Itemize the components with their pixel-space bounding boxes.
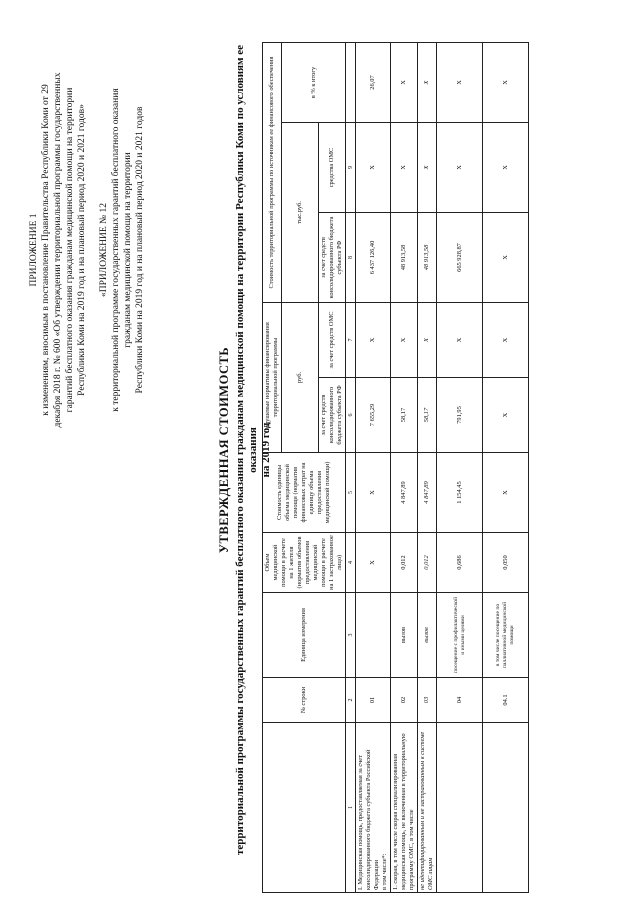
header-line-6: «ПРИЛОЖЕНИЕ № 12 xyxy=(99,203,109,297)
row-unit: вызов xyxy=(418,593,437,678)
row-volume: X xyxy=(356,533,391,593)
row-total-budget: 6 437 126,40 xyxy=(356,212,391,302)
row-number: 02 xyxy=(391,678,418,723)
header-line-3: декабря 2018 г. № 600 «Об утверждении территориальной программы государственных xyxy=(53,72,63,428)
row-name: не идентифицированным и не застрахованным в системе ОМС лицам xyxy=(418,723,437,893)
row-percent: X xyxy=(418,42,437,122)
header-norm-budget: за счет средств консолидированного бюджета субъекта РФ xyxy=(319,378,346,453)
table-row xyxy=(391,42,418,892)
row-name xyxy=(437,723,483,893)
row-number: 04.1 xyxy=(483,678,529,723)
col-number: 8 xyxy=(346,212,356,302)
header-unit-thousand-rub: тыс.руб. xyxy=(282,122,319,302)
header-line-7: к территориальной программе государственных гарантий бесплатного оказания xyxy=(111,88,121,412)
row-total-oms: X xyxy=(437,122,483,212)
appendix-header xyxy=(28,50,146,450)
header-per-capita-norms: Подушевые нормативы финансирования территориальной программы xyxy=(263,302,282,452)
row-total-budget: 665 928,87 xyxy=(437,212,483,302)
row-norm-oms: X xyxy=(391,302,418,377)
row-total-oms: X xyxy=(418,122,437,212)
row-percent: X xyxy=(483,42,529,122)
row-cost: 4 847,89 xyxy=(418,453,437,533)
header-program-cost: Стоимость территориальной программы по источникам ее финансового обеспечения xyxy=(263,42,282,302)
row-name xyxy=(356,723,391,893)
header-total-budget: за счет средств консолидированного бюджета субъекта РФ xyxy=(319,212,346,302)
row-number: 01 xyxy=(356,678,391,723)
row-total-oms: X xyxy=(483,122,529,212)
row-unit: посещение с профилактической и иными целями xyxy=(437,593,483,678)
row-total-budget: X xyxy=(483,212,529,302)
header-blank xyxy=(263,723,346,893)
row-name-sub: в том числе*: xyxy=(381,853,388,890)
cost-table xyxy=(262,42,529,893)
header-line-8: гражданам медицинской помощи на территории xyxy=(123,152,133,348)
row-name-text: I. Медицинская помощь, предоставляемая за счет консолидированного бюджета субъекта Российской Федерации xyxy=(357,749,380,890)
header-volume: Объем медицинской помощи в расчете на 1 жителя (норматив объемов предоставления медицинской помощи в расчете на 1 застрахованное лицо) xyxy=(263,533,346,593)
table-row xyxy=(483,42,529,892)
row-unit: вызов xyxy=(391,593,418,678)
col-number: 6 xyxy=(346,378,356,453)
header-unit: Единица измерения xyxy=(263,593,346,678)
row-norm-budget: 58,17 xyxy=(391,378,418,453)
col-number: 4 xyxy=(346,533,356,593)
title-line-3: на 2019 год xyxy=(260,422,272,478)
table-row xyxy=(437,42,483,892)
col-number: 3 xyxy=(346,593,356,678)
col-number: 1 xyxy=(346,723,356,893)
row-total-oms: X xyxy=(356,122,391,212)
table-row xyxy=(356,42,391,892)
row-cost: 1 154,45 xyxy=(437,453,483,533)
row-norm-oms: X xyxy=(483,302,529,377)
header-row-number: № строки xyxy=(263,678,346,723)
row-name xyxy=(483,723,529,893)
col-number: 7 xyxy=(346,302,356,377)
row-name: 1. скорая, в том числе скорая специализированная медицинская помощь, не включенная в территориальную программу ОМС, в том числе xyxy=(391,723,418,893)
column-number-row xyxy=(346,42,356,892)
row-number: 04 xyxy=(437,678,483,723)
title-line-1: УТВЕРЖДЕННАЯ СТОИМОСТЬ xyxy=(217,346,231,554)
row-unit: в том числе посещение по паллиативной медицинской помощи xyxy=(483,593,529,678)
row-norm-budget: X xyxy=(483,378,529,453)
row-volume: 0,012 xyxy=(391,533,418,593)
row-norm-oms: X xyxy=(437,302,483,377)
row-norm-oms: X xyxy=(418,302,437,377)
table-row xyxy=(418,42,437,892)
row-unit xyxy=(356,593,391,678)
title-line-2: территориальной программы государственных гарантий бесплатного оказания гражданам медицинской помощи на территории Республики Коми по условиям ее оказания xyxy=(234,44,259,856)
row-norm-budget: 7 655,29 xyxy=(356,378,391,453)
header-norm-oms: за счет средств ОМС xyxy=(319,302,346,377)
header-percent: в % к итогу xyxy=(282,42,346,122)
row-norm-budget: 58,17 xyxy=(418,378,437,453)
col-number xyxy=(346,42,356,122)
header-unit-rub: руб. xyxy=(282,302,319,452)
row-cost: X xyxy=(483,453,529,533)
row-volume: 0,686 xyxy=(437,533,483,593)
row-percent: 26,07 xyxy=(356,42,391,122)
header-line-2: к изменениям, вносимым в постановление Правительства Республики Коми от 29 xyxy=(41,84,51,416)
row-percent: X xyxy=(437,42,483,122)
col-number: 5 xyxy=(346,453,356,533)
row-total-oms: X xyxy=(391,122,418,212)
header-line-9: Республики Коми на 2019 год и на плановый период 2020 и 2021 годов xyxy=(135,106,145,394)
row-total-budget: 48 913,58 xyxy=(418,212,437,302)
row-volume: 0,050 xyxy=(483,533,529,593)
row-percent: X xyxy=(391,42,418,122)
row-cost: X xyxy=(356,453,391,533)
row-number: 03 xyxy=(418,678,437,723)
row-norm-oms: X xyxy=(356,302,391,377)
header-total-oms: средства ОМС xyxy=(319,122,346,212)
header-unit-cost: Стоимость единицы объема медицинской помощи (норматив финансовых затрат на единицу объема предоставления медицинской помощи) xyxy=(263,453,346,533)
row-total-budget: 48 913,58 xyxy=(391,212,418,302)
row-volume: 0,012 xyxy=(418,533,437,593)
header-line-1: ПРИЛОЖЕНИЕ 1 xyxy=(29,213,39,287)
row-cost: 4 847,89 xyxy=(391,453,418,533)
header-line-5: Республики Коми на 2019 год и на плановый период 2020 и 2021 годов» xyxy=(77,104,87,396)
col-number: 2 xyxy=(346,678,356,723)
row-norm-budget: 791,95 xyxy=(437,378,483,453)
header-line-4: гарантий бесплатного оказания гражданам медицинской помощи на территории xyxy=(65,87,75,413)
col-number: 9 xyxy=(346,122,356,212)
